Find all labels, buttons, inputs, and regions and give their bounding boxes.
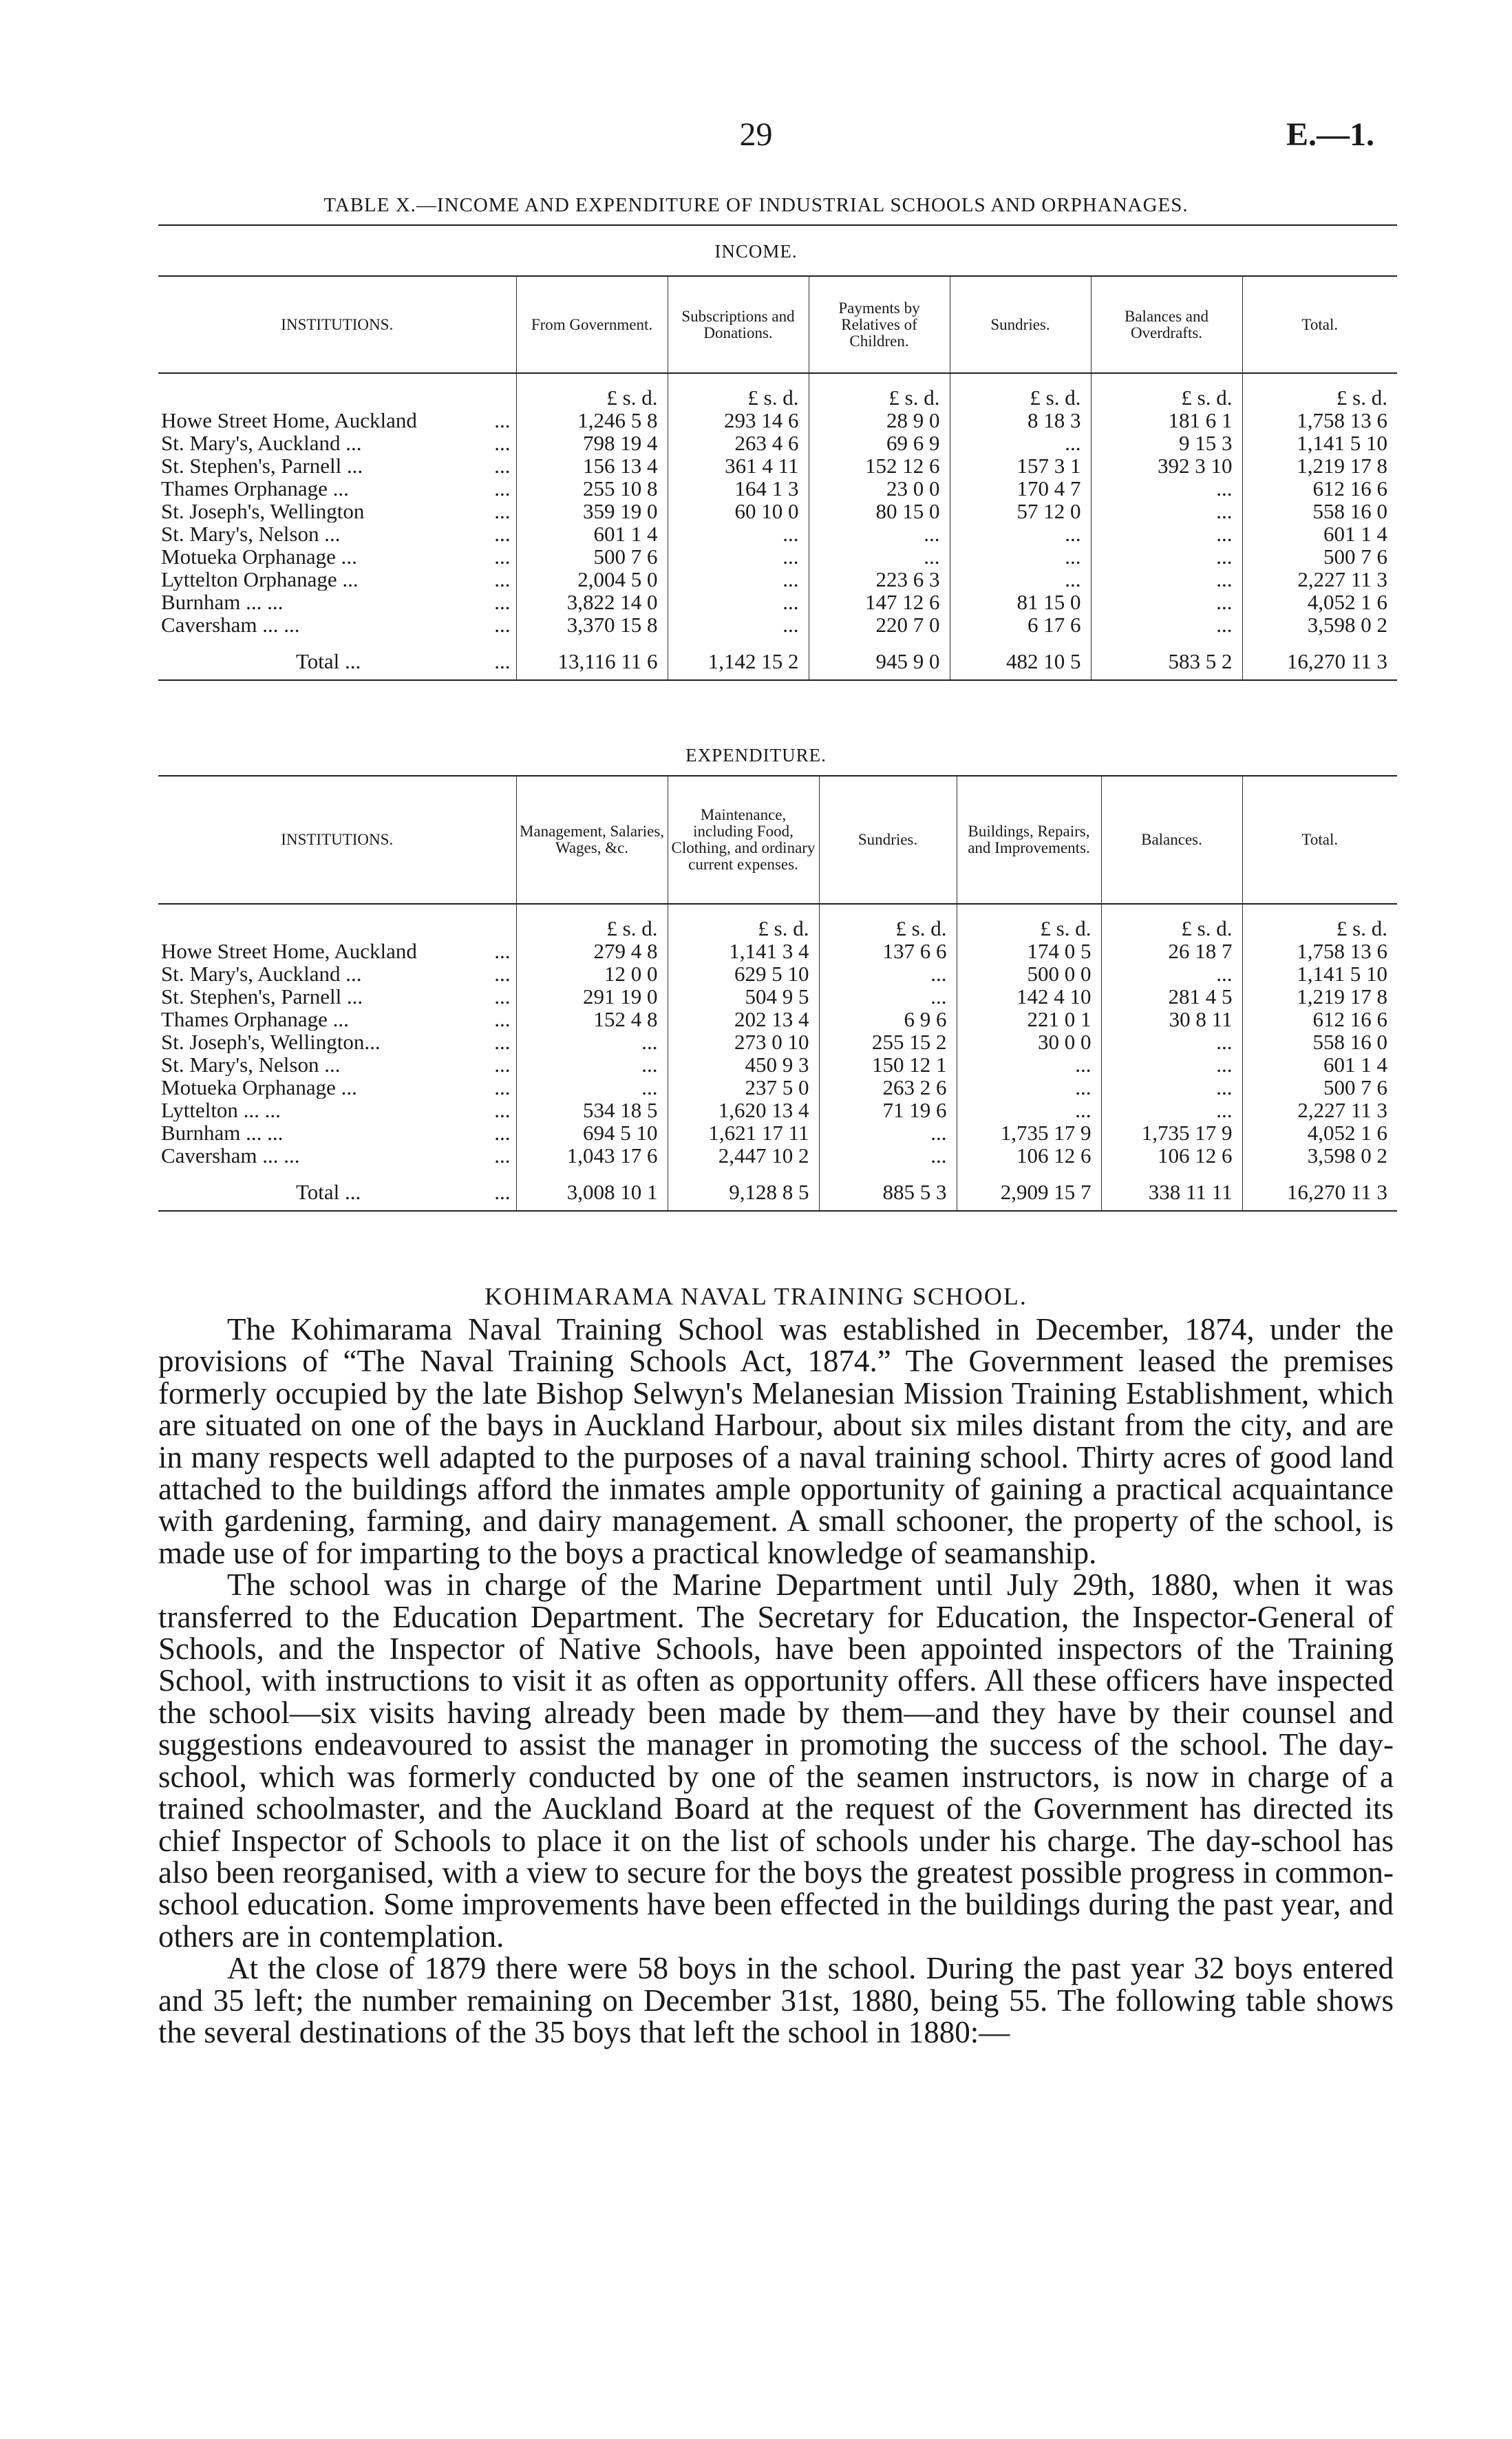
- institution-label: St. Mary's, Auckland ...: [161, 962, 362, 985]
- table-cell: 181 6 1: [1091, 409, 1242, 432]
- institution-name: [158, 1008, 516, 1031]
- table-cell: 170 4 7: [950, 477, 1091, 500]
- table-cell: 504 9 5: [668, 985, 819, 1008]
- expenditure-section-title: EXPENDITURE.: [685, 745, 827, 766]
- institution-label: Caversham ... ...: [161, 1144, 300, 1167]
- paragraph: The Kohimarama Naval Training School was established in December, 1874, under the provisions of “The Naval Training Schools Act, 1874.” The Government leased the premises formerly occupied by the late Bishop Selwyn's Melanesian Mission Training Establishment, which are situated on one of the bays in Auckland Harbour, about six miles distant from the city, and are in many respects well adapted to the purposes of a naval training school. Thirty acres of good land attached to the buildings afford the inmates ample opportunity of gaining a practical acquaintance with gardening, farming, and dairy management. A small schooner, the property of the school, is made use of for imparting to the boys a practical knowledge of seamanship.: [158, 1312, 1394, 1570]
- institution-name: [158, 613, 516, 636]
- table-cell: 30 0 0: [957, 1031, 1101, 1053]
- expenditure-column-header: Buildings, Repairs, and Improvements.: [957, 777, 1101, 904]
- units-row: [158, 373, 1397, 409]
- table-cell: ...: [516, 1053, 668, 1076]
- table-cell: ...: [1101, 1099, 1242, 1121]
- leader-dots: ...: [494, 1031, 511, 1053]
- institution-label: St. Mary's, Nelson ...: [161, 522, 341, 545]
- currency-units: £ s. d.: [950, 373, 1091, 409]
- table-cell: ...: [1091, 568, 1242, 591]
- institution-label: Motueka Orphanage ...: [161, 545, 357, 568]
- table-cell: 23 0 0: [809, 477, 950, 500]
- table-cell: ...: [668, 591, 809, 613]
- table-cell: 4,052 1 6: [1242, 591, 1397, 613]
- page-code: E.—1.: [1286, 116, 1374, 153]
- table-cell: 279 4 8: [516, 940, 668, 962]
- total-cell: 13,116 11 6: [516, 636, 668, 680]
- table-cell: ...: [950, 545, 1091, 568]
- leader-dots: ...: [494, 1180, 511, 1204]
- table-row: [158, 962, 1397, 985]
- leader-dots: ...: [494, 1076, 511, 1099]
- table-cell: 137 6 6: [819, 940, 957, 962]
- table-cell: ...: [957, 1076, 1101, 1099]
- table-cell: ...: [668, 522, 809, 545]
- table-row: [158, 591, 1397, 613]
- table-cell: ...: [668, 545, 809, 568]
- currency-units: £ s. d.: [1242, 373, 1397, 409]
- income-section-title: INCOME.: [714, 241, 798, 262]
- table-cell: ...: [1091, 591, 1242, 613]
- body-text: [158, 1313, 1394, 2048]
- institution-label: Thames Orphanage ...: [161, 477, 349, 500]
- table-cell: ...: [819, 1144, 957, 1167]
- table-cell: 2,447 10 2: [668, 1144, 819, 1167]
- table-row: [158, 454, 1397, 477]
- table-cell: 1,141 3 4: [668, 940, 819, 962]
- table-cell: 28 9 0: [809, 409, 950, 432]
- total-text: Total ...: [296, 649, 361, 673]
- leader-dots: ...: [494, 477, 511, 500]
- table-cell: ...: [950, 522, 1091, 545]
- institution-name: [158, 1099, 516, 1121]
- expenditure-column-header: Balances.: [1101, 777, 1242, 904]
- table-cell: 71 19 6: [819, 1099, 957, 1121]
- table-cell: 9 15 3: [1091, 432, 1242, 454]
- expenditure-table-body: [158, 904, 1397, 1211]
- income-column-header: Balances and Overdrafts.: [1091, 277, 1242, 373]
- institution-name: [158, 1031, 516, 1053]
- currency-units: £ s. d.: [1091, 373, 1242, 409]
- table-cell: 164 1 3: [668, 477, 809, 500]
- table-cell: 156 13 4: [516, 454, 668, 477]
- table-cell: 601 1 4: [1242, 1053, 1397, 1076]
- table-cell: ...: [1101, 1053, 1242, 1076]
- table-row: [158, 613, 1397, 636]
- table-cell: ...: [809, 522, 950, 545]
- top-rule: [158, 224, 1397, 226]
- section-heading: KOHIMARAMA NAVAL TRAINING SCHOOL.: [485, 1282, 1027, 1310]
- table-cell: 142 4 10: [957, 985, 1101, 1008]
- total-label: [158, 1167, 516, 1211]
- leader-dots: ...: [494, 613, 511, 636]
- table-cell: 60 10 0: [668, 500, 809, 522]
- institution-name: [158, 940, 516, 962]
- table-cell: 601 1 4: [1242, 522, 1397, 545]
- institution-name: [158, 591, 516, 613]
- institution-name: [158, 454, 516, 477]
- total-cell: 482 10 5: [950, 636, 1091, 680]
- table-row: [158, 545, 1397, 568]
- table-cell: 69 6 9: [809, 432, 950, 454]
- total-cell: 885 5 3: [819, 1167, 957, 1211]
- table-cell: 3,370 15 8: [516, 613, 668, 636]
- currency-units: £ s. d.: [957, 904, 1101, 940]
- table-cell: ...: [957, 1053, 1101, 1076]
- table-cell: 152 4 8: [516, 1008, 668, 1031]
- institution-label: St. Stephen's, Parnell ...: [161, 985, 363, 1008]
- institution-label: Lyttelton Orphanage ...: [161, 568, 359, 591]
- institution-name: [158, 477, 516, 500]
- institution-label: St. Mary's, Nelson ...: [161, 1053, 341, 1076]
- table-cell: 255 10 8: [516, 477, 668, 500]
- income-column-header: Total.: [1242, 277, 1397, 373]
- table-cell: 1,141 5 10: [1242, 962, 1397, 985]
- table-row: [158, 568, 1397, 591]
- leader-dots: ...: [494, 962, 511, 985]
- institution-name: [158, 432, 516, 454]
- table-cell: ...: [1091, 613, 1242, 636]
- institution-label: St. Mary's, Auckland ...: [161, 432, 362, 454]
- institution-name: [158, 568, 516, 591]
- institution-label: Caversham ... ...: [161, 613, 300, 636]
- table-cell: ...: [950, 432, 1091, 454]
- table-cell: 263 4 6: [668, 432, 809, 454]
- leader-dots: ...: [494, 454, 511, 477]
- institution-label: St. Joseph's, Wellington: [161, 500, 365, 522]
- table-row: [158, 409, 1397, 432]
- table-row: [158, 477, 1397, 500]
- table-row: [158, 1076, 1397, 1099]
- expenditure-column-header: Management, Salaries, Wages, &c.: [516, 777, 668, 904]
- table-cell: 255 15 2: [819, 1031, 957, 1053]
- paragraph: The school was in charge of the Marine Department until July 29th, 1880, when it was transferred to the Education Department. The Secretary for Education, the Inspector-General of Schools, and the Inspector of Native Schools, have been appointed inspectors of the Training School, with instructions to visit it as often as opportunity offers. All these officers have inspected the school—six visits having already been made by them—and they have by their counsel and suggestions endeavoured to assist the manager in promoting the success of the school. The day-school, which was formerly conducted by one of the seamen instructors, is now in charge of a trained schoolmaster, and the Auckland Board at the request of the Government has directed its chief Inspector of Schools to place it on the list of schools under his charge. The day-school has also been reorganised, with a view to secure for the boys the greatest possible progress in common-school education. Some improvements have been effected in the buildings during the past year, and others are in contemplation.: [158, 1567, 1394, 1954]
- institution-label: Lyttelton ... ...: [161, 1099, 281, 1121]
- table-cell: 450 9 3: [668, 1053, 819, 1076]
- table-cell: 1,620 13 4: [668, 1099, 819, 1121]
- institution-name: [158, 522, 516, 545]
- institution-name: [158, 1053, 516, 1076]
- institution-name: [158, 1076, 516, 1099]
- table-cell: 30 8 11: [1101, 1008, 1242, 1031]
- table-row: [158, 985, 1397, 1008]
- table-cell: 500 0 0: [957, 962, 1101, 985]
- table-cell: ...: [819, 985, 957, 1008]
- total-cell: 2,909 15 7: [957, 1167, 1101, 1211]
- currency-units: £ s. d.: [516, 904, 668, 940]
- table-cell: 500 7 6: [516, 545, 668, 568]
- table-cell: ...: [957, 1099, 1101, 1121]
- table-cell: ...: [1091, 477, 1242, 500]
- table-cell: 500 7 6: [1242, 545, 1397, 568]
- table-cell: 26 18 7: [1101, 940, 1242, 962]
- table-cell: 152 12 6: [809, 454, 950, 477]
- institution-name: [158, 1144, 516, 1167]
- table-cell: 291 19 0: [516, 985, 668, 1008]
- table-cell: 392 3 10: [1091, 454, 1242, 477]
- institution-name: [158, 500, 516, 522]
- table-cell: 1,246 5 8: [516, 409, 668, 432]
- table-cell: 1,043 17 6: [516, 1144, 668, 1167]
- table-cell: 2,004 5 0: [516, 568, 668, 591]
- table-cell: 106 12 6: [957, 1144, 1101, 1167]
- table-cell: 4,052 1 6: [1242, 1121, 1397, 1144]
- table-cell: 174 0 5: [957, 940, 1101, 962]
- table-cell: 3,598 0 2: [1242, 1144, 1397, 1167]
- table-cell: 361 4 11: [668, 454, 809, 477]
- table-cell: ...: [1091, 522, 1242, 545]
- institution-label: Motueka Orphanage ...: [161, 1076, 357, 1099]
- table-cell: 80 15 0: [809, 500, 950, 522]
- income-column-header: Payments by Relatives of Children.: [809, 277, 950, 373]
- table-cell: ...: [668, 568, 809, 591]
- leader-dots: ...: [494, 1053, 511, 1076]
- institution-label: St. Stephen's, Parnell ...: [161, 454, 363, 477]
- table-cell: 12 0 0: [516, 962, 668, 985]
- currency-units: £ s. d.: [809, 373, 950, 409]
- currency-units: £ s. d.: [516, 373, 668, 409]
- table-cell: ...: [516, 1076, 668, 1099]
- table-cell: ...: [1101, 1076, 1242, 1099]
- leader-dots: ...: [494, 522, 511, 545]
- total-row: [158, 636, 1397, 680]
- leader-dots: ...: [494, 1121, 511, 1144]
- leader-dots: ...: [494, 432, 511, 454]
- table-cell: 534 18 5: [516, 1099, 668, 1121]
- table-cell: 237 5 0: [668, 1076, 819, 1099]
- leader-dots: ...: [494, 1144, 511, 1167]
- table-cell: 223 6 3: [809, 568, 950, 591]
- income-column-header: Subscriptions and Donations.: [668, 277, 809, 373]
- table-row: [158, 1144, 1397, 1167]
- leader-dots: ...: [494, 985, 511, 1008]
- table-cell: 359 19 0: [516, 500, 668, 522]
- table-cell: 2,227 11 3: [1242, 568, 1397, 591]
- table-cell: 612 16 6: [1242, 477, 1397, 500]
- table-cell: 263 2 6: [819, 1076, 957, 1099]
- table-cell: 694 5 10: [516, 1121, 668, 1144]
- institution-name: [158, 985, 516, 1008]
- table-cell: 601 1 4: [516, 522, 668, 545]
- table-cell: 798 19 4: [516, 432, 668, 454]
- total-text: Total ...: [296, 1180, 361, 1204]
- total-cell: 338 11 11: [1101, 1167, 1242, 1211]
- table-cell: 558 16 0: [1242, 1031, 1397, 1053]
- table-cell: 1,735 17 9: [957, 1121, 1101, 1144]
- table-row: [158, 522, 1397, 545]
- institution-name: [158, 962, 516, 985]
- table-row: [158, 1031, 1397, 1053]
- table-cell: 273 0 10: [668, 1031, 819, 1053]
- total-cell: 1,142 15 2: [668, 636, 809, 680]
- table-cell: ...: [1091, 500, 1242, 522]
- leader-dots: ...: [494, 940, 511, 962]
- table-cell: 1,219 17 8: [1242, 454, 1397, 477]
- table-cell: 1,219 17 8: [1242, 985, 1397, 1008]
- currency-units: £ s. d.: [1242, 904, 1397, 940]
- expenditure-column-header: INSTITUTIONS.: [158, 777, 516, 904]
- table-row: [158, 940, 1397, 962]
- units-row: [158, 904, 1397, 940]
- table-cell: 1,735 17 9: [1101, 1121, 1242, 1144]
- table-cell: 612 16 6: [1242, 1008, 1397, 1031]
- table-cell: ...: [950, 568, 1091, 591]
- leader-dots: ...: [494, 545, 511, 568]
- leader-dots: ...: [494, 568, 511, 591]
- currency-units: £ s. d.: [668, 904, 819, 940]
- institution-label: Thames Orphanage ...: [161, 1008, 349, 1031]
- table-cell: 500 7 6: [1242, 1076, 1397, 1099]
- institution-label: St. Joseph's, Wellington...: [161, 1031, 381, 1053]
- leader-dots: ...: [494, 1008, 511, 1031]
- institution-name: [158, 1121, 516, 1144]
- institution-name: [158, 545, 516, 568]
- leader-dots: ...: [494, 500, 511, 522]
- table-cell: 1,621 17 11: [668, 1121, 819, 1144]
- table-cell: 8 18 3: [950, 409, 1091, 432]
- leader-dots: ...: [494, 591, 511, 613]
- currency-units: £ s. d.: [668, 373, 809, 409]
- table-cell: 1,758 13 6: [1242, 940, 1397, 962]
- income-column-header: From Government.: [516, 277, 668, 373]
- leader-dots: ...: [494, 649, 511, 673]
- total-cell: 945 9 0: [809, 636, 950, 680]
- table-cell: 6 9 6: [819, 1008, 957, 1031]
- table-cell: 1,141 5 10: [1242, 432, 1397, 454]
- total-row: [158, 1167, 1397, 1211]
- currency-units: [158, 373, 516, 409]
- table-cell: 57 12 0: [950, 500, 1091, 522]
- table-row: [158, 1008, 1397, 1031]
- table-cell: ...: [1101, 962, 1242, 985]
- table-cell: ...: [516, 1031, 668, 1053]
- total-cell: 16,270 11 3: [1242, 636, 1397, 680]
- table-row: [158, 500, 1397, 522]
- currency-units: £ s. d.: [1101, 904, 1242, 940]
- table-cell: 629 5 10: [668, 962, 819, 985]
- table-row: [158, 1121, 1397, 1144]
- table-cell: 81 15 0: [950, 591, 1091, 613]
- total-cell: 16,270 11 3: [1242, 1167, 1397, 1211]
- income-column-header: INSTITUTIONS.: [158, 277, 516, 373]
- total-cell: 583 5 2: [1091, 636, 1242, 680]
- table-cell: 281 4 5: [1101, 985, 1242, 1008]
- table-cell: 3,822 14 0: [516, 591, 668, 613]
- table-cell: ...: [819, 1121, 957, 1144]
- table-cell: 293 14 6: [668, 409, 809, 432]
- currency-units: [158, 904, 516, 940]
- page-number: 29: [739, 116, 773, 153]
- table-cell: ...: [819, 962, 957, 985]
- table-cell: 6 17 6: [950, 613, 1091, 636]
- leader-dots: ...: [494, 409, 511, 432]
- total-label: [158, 636, 516, 680]
- expenditure-column-header: Sundries.: [819, 777, 957, 904]
- table-cell: 157 3 1: [950, 454, 1091, 477]
- table-cell: ...: [809, 545, 950, 568]
- table-cell: 147 12 6: [809, 591, 950, 613]
- institution-label: Howe Street Home, Auckland: [161, 409, 417, 432]
- table-cell: 106 12 6: [1101, 1144, 1242, 1167]
- table-cell: 220 7 0: [809, 613, 950, 636]
- institution-label: Burnham ... ...: [161, 591, 284, 613]
- table-cell: 221 0 1: [957, 1008, 1101, 1031]
- total-cell: 3,008 10 1: [516, 1167, 668, 1211]
- income-column-header: Sundries.: [950, 277, 1091, 373]
- institution-name: [158, 409, 516, 432]
- total-cell: 9,128 8 5: [668, 1167, 819, 1211]
- table-cell: 3,598 0 2: [1242, 613, 1397, 636]
- table-cell: 558 16 0: [1242, 500, 1397, 522]
- institution-label: Howe Street Home, Auckland: [161, 940, 417, 962]
- table-cell: ...: [1101, 1031, 1242, 1053]
- table-cell: 202 13 4: [668, 1008, 819, 1031]
- expenditure-column-header: Maintenance, including Food, Clothing, and ordinary current expenses.: [668, 777, 819, 904]
- table-cell: 1,758 13 6: [1242, 409, 1397, 432]
- table-title: TABLE X.—INCOME AND EXPENDITURE OF INDUSTRIAL SCHOOLS AND ORPHANAGES.: [323, 194, 1189, 216]
- table-cell: 2,227 11 3: [1242, 1099, 1397, 1121]
- leader-dots: ...: [494, 1099, 511, 1121]
- table-cell: ...: [668, 613, 809, 636]
- paragraph: At the close of 1879 there were 58 boys in the school. During the past year 32 boys entered and 35 left; the number remaining on December 31st, 1880, being 55. The following table shows the several destinations of the 35 boys that left the school in 1880:—: [158, 1951, 1394, 2049]
- institution-label: Burnham ... ...: [161, 1121, 284, 1144]
- table-row: [158, 432, 1397, 454]
- expenditure-column-header: Total.: [1242, 777, 1397, 904]
- table-cell: 150 12 1: [819, 1053, 957, 1076]
- currency-units: £ s. d.: [819, 904, 957, 940]
- income-table: [158, 277, 1397, 681]
- table-row: [158, 1099, 1397, 1121]
- table-cell: ...: [1091, 545, 1242, 568]
- income-table-body: [158, 373, 1397, 680]
- table-row: [158, 1053, 1397, 1076]
- expenditure-table: [158, 777, 1397, 1212]
